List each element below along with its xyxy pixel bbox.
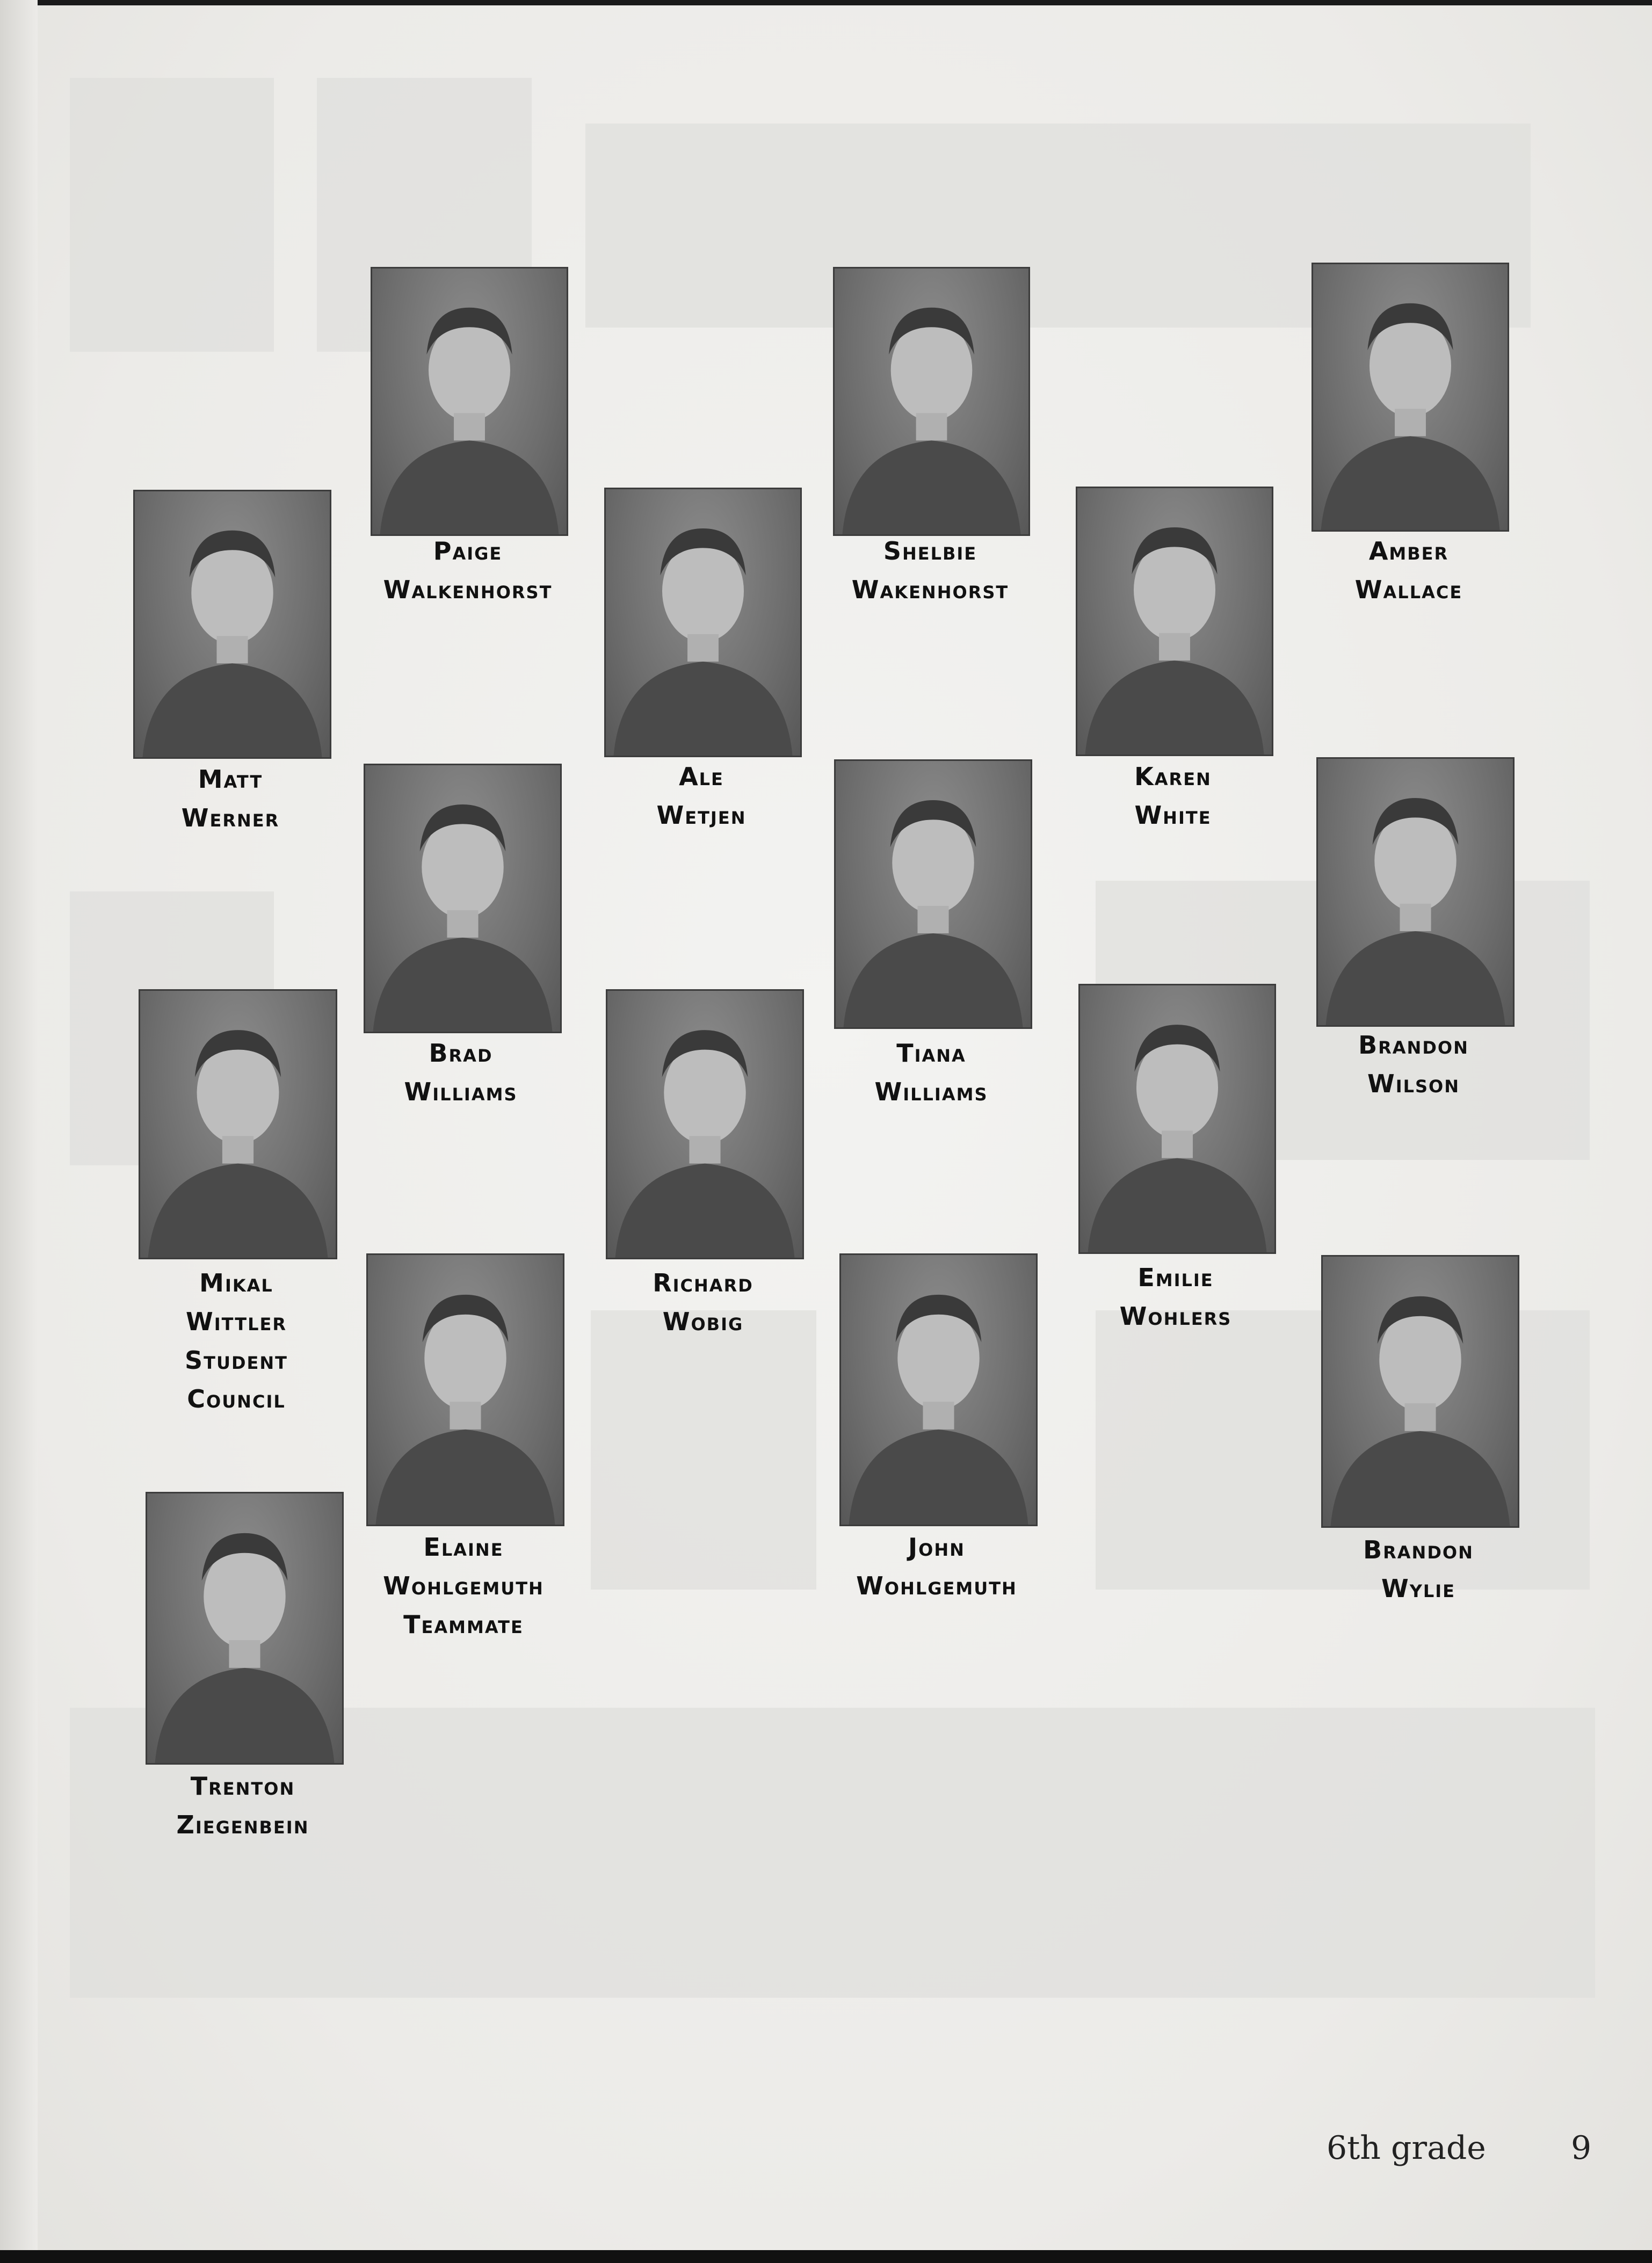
name-line: Matt bbox=[198, 765, 263, 794]
name-line: Williams bbox=[404, 1077, 518, 1106]
name-caption-emilie-wohlers bbox=[1063, 1258, 1288, 1336]
section-label: 6th grade bbox=[1327, 2129, 1486, 2167]
show-through-ghost bbox=[70, 78, 274, 352]
name-line: Brandon bbox=[1358, 1031, 1469, 1060]
portrait-john-wohlgemuth bbox=[839, 1253, 1038, 1526]
portrait-amber-wallace bbox=[1312, 263, 1509, 532]
portrait-brad-williams bbox=[364, 764, 562, 1033]
name-line: Werner bbox=[181, 803, 280, 832]
name-line: Walkenhorst bbox=[383, 575, 553, 604]
name-caption-mikal-wittler bbox=[118, 1264, 354, 1418]
name-line: Brad bbox=[429, 1039, 493, 1068]
name-line: Richard bbox=[653, 1268, 753, 1297]
name-line: Wallace bbox=[1354, 575, 1463, 604]
name-caption-richard-wobig bbox=[590, 1264, 816, 1341]
scan-bottom-edge bbox=[0, 2250, 1652, 2263]
name-line: Williams bbox=[874, 1077, 988, 1106]
name-line: White bbox=[1134, 801, 1212, 830]
portrait-brandon-wylie bbox=[1321, 1255, 1519, 1528]
name-caption-trenton-ziegenbein bbox=[125, 1767, 361, 1844]
portrait-karen-white bbox=[1076, 487, 1273, 756]
name-line: Wohlers bbox=[1119, 1302, 1232, 1331]
portrait-matt-werner bbox=[133, 490, 331, 759]
name-line: Wohlgemuth bbox=[383, 1571, 544, 1600]
name-line: Tiana bbox=[896, 1039, 966, 1068]
name-line: Ale bbox=[679, 762, 724, 791]
name-line: Wetjen bbox=[656, 801, 747, 830]
scan-top-edge bbox=[0, 0, 1652, 5]
name-line: John bbox=[908, 1533, 965, 1562]
portrait-mikal-wittler bbox=[139, 989, 337, 1259]
page-number: 9 bbox=[1571, 2129, 1592, 2167]
name-caption-matt-werner bbox=[118, 760, 343, 837]
name-line: Emilie bbox=[1137, 1263, 1214, 1292]
name-line: Student bbox=[185, 1346, 288, 1375]
name-line: Wobig bbox=[662, 1307, 744, 1336]
portrait-trenton-ziegenbein bbox=[146, 1492, 344, 1765]
portrait-richard-wobig bbox=[606, 989, 804, 1259]
portrait-ale-wetjen bbox=[604, 488, 802, 757]
name-line: Wilson bbox=[1367, 1069, 1460, 1098]
name-line: Mikal bbox=[199, 1268, 273, 1297]
name-line: Teammate bbox=[403, 1610, 524, 1639]
portrait-emilie-wohlers bbox=[1078, 984, 1276, 1254]
name-line: Wohlgemuth bbox=[856, 1571, 1017, 1600]
name-caption-brad-williams bbox=[348, 1034, 574, 1111]
name-line: Amber bbox=[1368, 536, 1449, 565]
name-line: Ziegenbein bbox=[176, 1810, 309, 1839]
name-caption-john-wohlgemuth bbox=[824, 1528, 1049, 1605]
portrait-tiana-williams bbox=[834, 759, 1032, 1029]
name-caption-elaine-wohlgemuth bbox=[345, 1528, 582, 1644]
name-line: Paige bbox=[433, 536, 503, 565]
name-caption-amber-wallace bbox=[1285, 532, 1532, 609]
name-line: Wittler bbox=[186, 1307, 287, 1336]
name-caption-brandon-wilson bbox=[1301, 1026, 1526, 1103]
name-line: Shelbie bbox=[883, 536, 977, 565]
portrait-paige-walkenhorst bbox=[371, 267, 568, 536]
name-line: Elaine bbox=[423, 1533, 504, 1562]
name-line: Brandon bbox=[1363, 1535, 1474, 1564]
name-caption-karen-white bbox=[1060, 757, 1286, 835]
show-through-ghost bbox=[591, 1310, 816, 1590]
name-caption-shelbie-wakenhorst bbox=[807, 532, 1054, 609]
portrait-elaine-wohlgemuth bbox=[366, 1253, 564, 1526]
name-line: Wakenhorst bbox=[851, 575, 1009, 604]
portrait-shelbie-wakenhorst bbox=[833, 267, 1030, 536]
name-line: Trenton bbox=[190, 1772, 295, 1801]
name-caption-ale-wetjen bbox=[589, 757, 814, 835]
name-caption-brandon-wylie bbox=[1306, 1531, 1531, 1608]
binding-edge bbox=[0, 0, 38, 2263]
name-line: Council bbox=[187, 1384, 286, 1413]
name-line: Karen bbox=[1134, 762, 1212, 791]
name-caption-paige-walkenhorst bbox=[344, 532, 591, 609]
portrait-brandon-wilson bbox=[1316, 757, 1515, 1027]
name-line: Wylie bbox=[1381, 1574, 1456, 1603]
name-caption-tiana-williams bbox=[818, 1034, 1044, 1111]
